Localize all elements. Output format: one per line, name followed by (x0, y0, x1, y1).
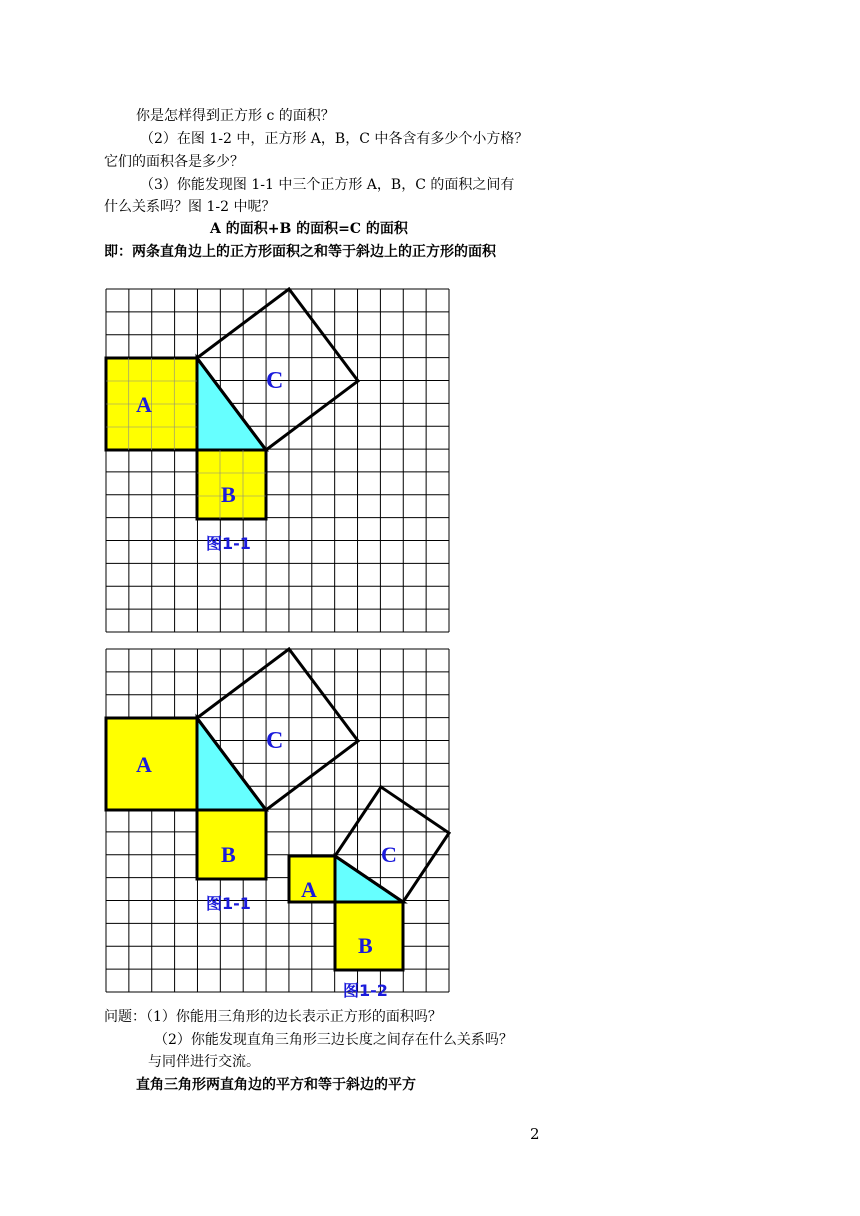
text-line-1: 你是怎样得到正方形 c 的面积？ (136, 108, 335, 124)
conclusion-line: 直角三角形两直角边的平方和等于斜边的平方 (136, 1077, 416, 1093)
question-line-1: 问题：（1）你能用三角形的边长表示正方形的面积吗？ (104, 1009, 442, 1025)
question-line-3: 与同伴进行交流。 (148, 1054, 260, 1070)
label-c: C (266, 368, 284, 394)
label-c-small: C (381, 842, 397, 867)
formula-line: A 的面积+B 的面积=C 的面积 (210, 221, 408, 237)
figure-1-2 (289, 787, 449, 1000)
page-number: 2 (530, 1125, 540, 1143)
label-b: B (221, 842, 236, 867)
text-line-5: 什么关系吗？图 1-2 中呢？ (104, 199, 276, 215)
label-a: A (136, 752, 152, 777)
grid-figure-top (106, 289, 449, 632)
text-line-2: （2）在图 1-2 中，正方形 A，B，C 中各含有多少个小方格？ (140, 131, 529, 147)
label-b-small: B (358, 933, 373, 958)
figure-1-1-top (106, 289, 358, 553)
caption-fig-1-1: 图1-1 (206, 534, 251, 553)
label-b: B (221, 482, 236, 507)
label-a: A (136, 392, 152, 417)
text-line-3: 它们的面积各是多少？ (104, 154, 244, 170)
statement-line: 即：两条直角边上的正方形面积之和等于斜边上的正方形的面积 (104, 244, 496, 260)
caption-fig-1-2: 图1-2 (343, 981, 388, 1000)
caption-fig-1-1-bottom: 图1-1 (206, 894, 251, 913)
text-line-4: （3）你能发现图 1-1 中三个正方形 A，B，C 的面积之间有 (140, 177, 515, 193)
label-c: C (266, 728, 284, 754)
label-a-small: A (301, 877, 317, 902)
question-line-2: （2）你能发现直角三角形三边长度之间存在什么关系吗？ (154, 1032, 513, 1048)
